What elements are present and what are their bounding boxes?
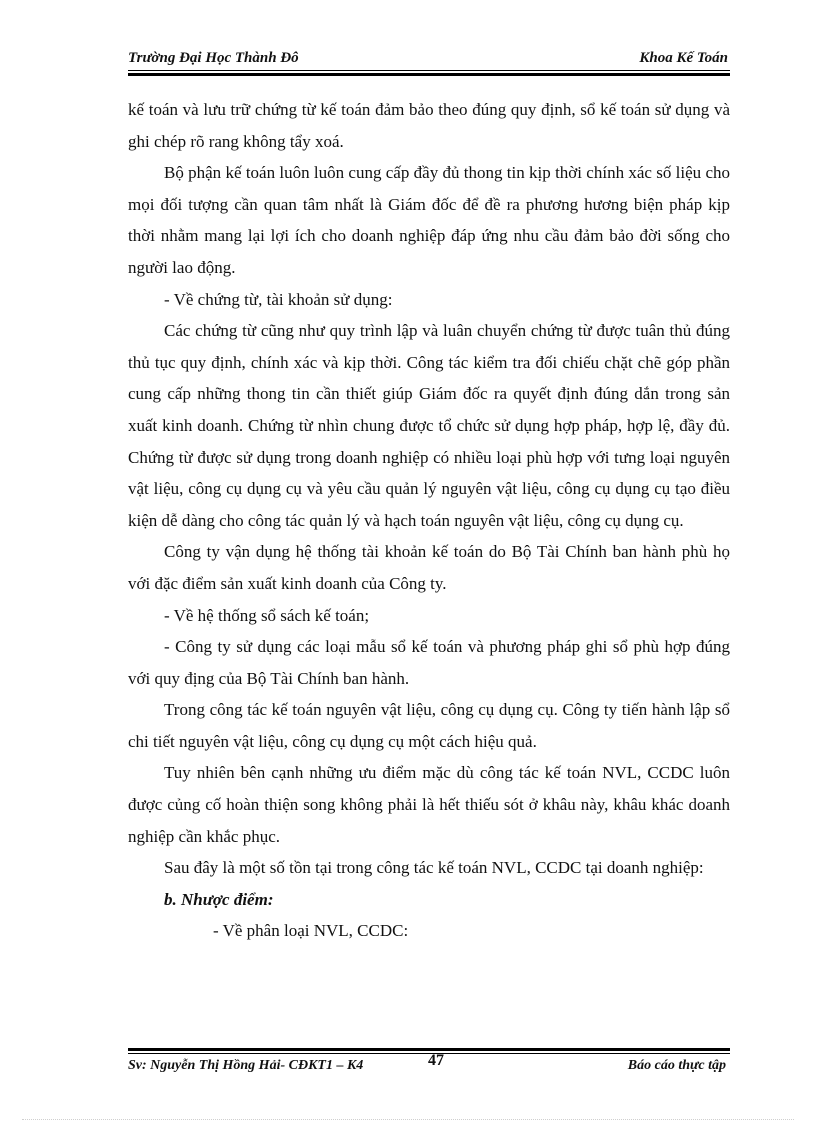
paragraph-3: - Về chứng từ, tài khoản sử dụng: (164, 289, 393, 309)
paragraph-2: Bộ phận kế toán luôn luôn cung cấp đầy đủ thong tin kịp thời chính xác số liệu cho mọi đối tượng cần quan tâm nhất là Giám đốc để đề ra phương hương biện pháp kịp thời nhằm mang lại lợi ích cho doanh nghiệp đáp ứng nhu cầu đảm bảo đời sống cho người lao động. (128, 163, 730, 277)
paragraph-8: Trong công tác kế toán nguyên vật liệu, công cụ dụng cụ. Công ty tiến hành lập sổ chi tiết nguyên vật liệu, công cụ dụng cụ một cách hiệu quả. (128, 700, 730, 751)
paragraph-12: - Về phân loại NVL, CCDC: (213, 921, 409, 941)
section-heading: b. Nhược điểm: (164, 889, 274, 909)
paragraph-6: - Về hệ thống sổ sách kế toán; (164, 605, 370, 625)
report-title: Báo cáo thực tập (627, 1058, 726, 1073)
page-footer (128, 1052, 728, 1080)
paragraph-10: Sau đây là một số tồn tại trong công tác kế toán NVL, CCDC tại doanh nghiệp: (164, 858, 704, 878)
page-number: 47 (428, 1052, 444, 1069)
faculty-name: Khoa Kế Toán (639, 50, 728, 66)
paragraph-9: Tuy nhiên bên cạnh những ưu điểm mặc dù công tác kế toán NVL, CCDC luôn được củng cố hoàn thiện song không phải là hết thiếu sót ở khâu này, khâu khác doanh nghiệp cần khắc phục. (128, 763, 730, 846)
footer-rule-thick (128, 1048, 730, 1051)
page-edge-divider (22, 1119, 794, 1120)
paragraph-7: - Công ty sử dụng các loại mẫu sổ kế toán và phương pháp ghi sổ phù hợp đúng với quy địng của Bộ Tài Chính ban hành. (128, 637, 730, 688)
header-rule-thick (128, 73, 730, 76)
paragraph-1: kế toán và lưu trữ chứng từ kế toán đảm bảo theo đúng quy định, sổ kế toán sử dụng và ghi chép rõ rang không tẩy xoá. (128, 100, 730, 151)
paragraph-5: Công ty vận dụng hệ thống tài khoản kế toán do Bộ Tài Chính ban hành phù họ với đặc điểm sản xuất kinh doanh của Công ty. (128, 542, 730, 593)
header-rule-thin (128, 70, 730, 71)
author-line: Sv: Nguyễn Thị Hồng Hải- CĐKT1 – K4 (128, 1058, 364, 1073)
body-text (128, 94, 730, 947)
page-header (128, 48, 728, 72)
school-name: Trường Đại Học Thành Đô (128, 50, 299, 66)
paragraph-4: Các chứng từ cũng như quy trình lập và luân chuyển chứng từ được tuân thủ đúng thủ tục quy định, chính xác và kịp thời. Công tác kiểm tra đối chiếu chặt chẽ góp phần cung cấp những thong tin cần thiết giúp Giám đốc ra quyết định đúng dắn trong sản xuất kinh doanh. Chứng từ nhìn chung được tổ chức sử dụng hợp pháp, hợp lệ, đầy đủ. Chứng từ được sử dụng trong doanh nghiệp có nhiều loại phù hợp với tưng loại nguyên vật liệu, công cụ dụng cụ và yêu cầu quản lý nguyên vật liệu, công cụ dụng cụ tạo điều kiện dễ dàng cho công tác quản lý và hạch toán nguyên vật liệu, công cụ dụng cụ. (128, 321, 730, 530)
